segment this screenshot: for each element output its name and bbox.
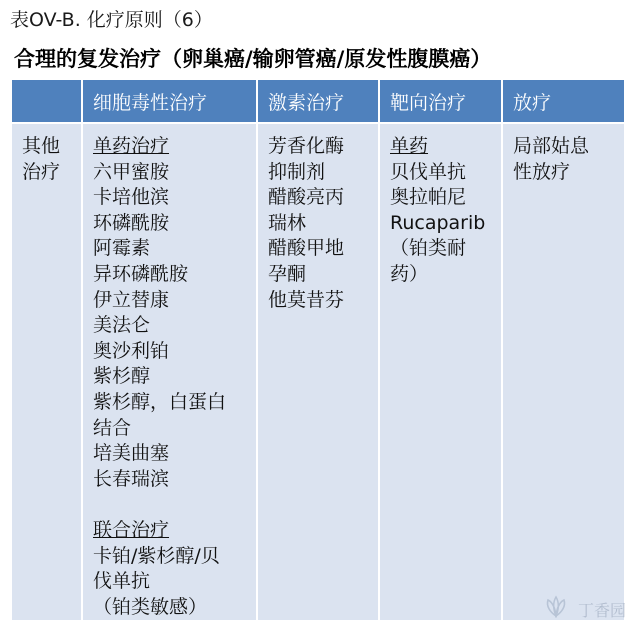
drug-item: 紫杉醇，白蛋白 <box>93 390 227 413</box>
drug-item: 药） <box>390 262 429 285</box>
drug-item: 奥沙利铂 <box>93 339 170 362</box>
table-row <box>12 123 624 620</box>
cytotoxic-cell <box>82 123 257 620</box>
table-caption: 表OV-B. 化疗原则（6） <box>10 9 213 31</box>
single-agent-heading: 单药治疗 <box>93 135 170 157</box>
drug-item: 六甲蜜胺 <box>93 160 170 183</box>
header-hormonal: 激素治疗 <box>257 80 379 123</box>
drug-item: 贝伐单抗 <box>390 160 467 183</box>
spacer <box>93 492 250 518</box>
drug-item: 异环磷酰胺 <box>93 262 189 285</box>
radiation-item: 性放疗 <box>513 160 571 183</box>
combination-heading: 联合治疗 <box>93 518 170 541</box>
watermark-text: 丁香园 <box>577 600 626 620</box>
table-header-row <box>12 80 624 123</box>
drug-item: 环磷酰胺 <box>93 211 170 234</box>
drug-item: 卡培他滨 <box>93 186 170 209</box>
row-label-line: 治疗 <box>22 160 61 183</box>
radiation-cell <box>502 123 624 620</box>
combo-item: 伐单抗 <box>93 570 151 593</box>
combo-item: （铂类敏感） <box>93 595 208 618</box>
dxy-flower-icon <box>540 594 572 624</box>
drug-item: Rucaparib <box>390 211 486 234</box>
drug-item: 芳香化酶 <box>268 135 345 157</box>
page-title: 合理的复发治疗（卵巢癌/输卵管癌/原发性腹膜癌） <box>14 47 492 71</box>
drug-item: 抑制剂 <box>268 160 326 183</box>
drug-item: 美法仑 <box>93 314 151 337</box>
targeted-heading: 单药 <box>390 135 429 157</box>
row-label-line: 其他 <box>22 135 61 157</box>
header-targeted: 靶向治疗 <box>379 80 502 123</box>
drug-item: 醋酸亮丙 <box>268 186 345 209</box>
drug-item: 孕酮 <box>268 262 307 285</box>
drug-item: 长春瑞滨 <box>93 467 170 490</box>
row-label-cell <box>12 123 82 620</box>
hormonal-cell <box>257 123 379 620</box>
targeted-cell <box>379 123 502 620</box>
regimen-table <box>12 80 624 620</box>
header-cytotoxic: 细胞毒性治疗 <box>82 80 257 123</box>
drug-item: 奥拉帕尼 <box>390 186 467 209</box>
drug-item: 他莫昔芬 <box>268 288 345 311</box>
drug-item: 伊立替康 <box>93 288 170 311</box>
drug-item: 瑞林 <box>268 211 307 234</box>
drug-item: （铂类耐 <box>390 237 467 260</box>
watermark <box>540 594 626 624</box>
header-category <box>12 80 82 123</box>
drug-item: 紫杉醇 <box>93 365 151 388</box>
drug-item: 阿霉素 <box>93 237 151 260</box>
drug-item: 培美曲塞 <box>93 442 170 465</box>
drug-item: 结合 <box>93 416 132 439</box>
combo-item: 卡铂/紫杉醇/贝 <box>93 544 220 567</box>
drug-item: 醋酸甲地 <box>268 237 345 260</box>
radiation-item: 局部姑息 <box>513 135 590 157</box>
header-radiation: 放疗 <box>502 80 624 123</box>
